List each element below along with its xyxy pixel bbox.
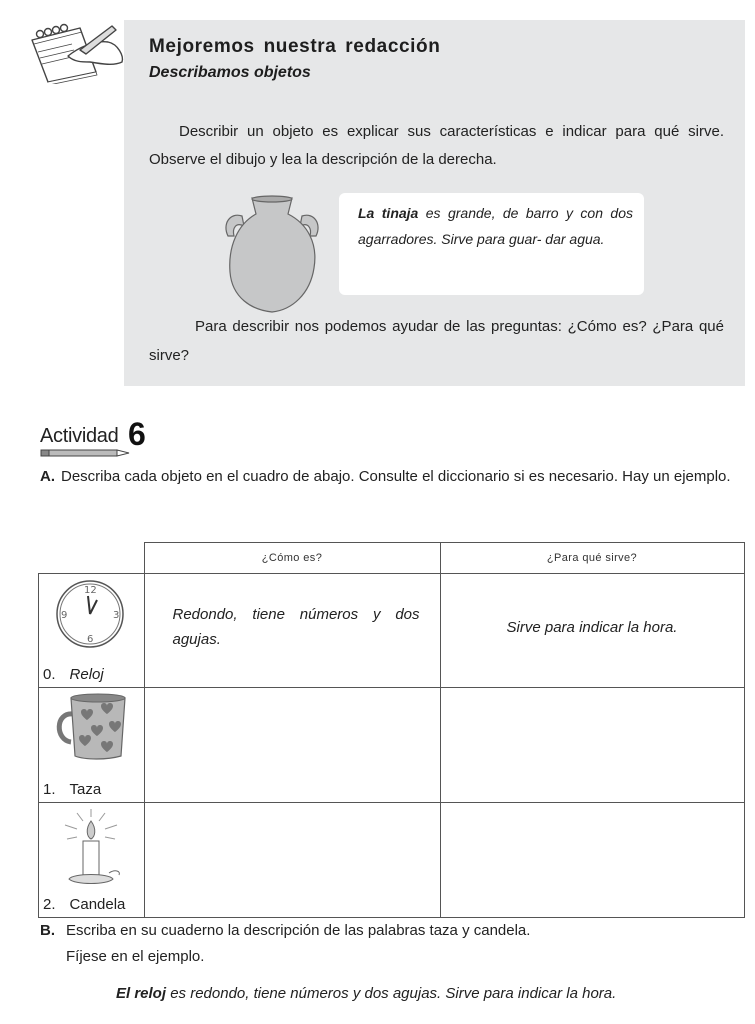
table-header-para: ¿Para qué sirve?	[440, 543, 744, 574]
svg-text:12: 12	[84, 585, 97, 596]
cell-para-candela[interactable]	[440, 803, 744, 918]
table-row	[39, 803, 745, 918]
cell-como-taza[interactable]	[144, 688, 440, 803]
example-subject: El reloj	[116, 985, 167, 1002]
help-paragraph: Para describir nos podemos ayudar de las preguntas: ¿Cómo es? ¿Para qué sirve?	[149, 318, 724, 364]
cell-para-taza[interactable]	[440, 688, 744, 803]
instruction-b-label: B.	[40, 922, 55, 939]
object-name: Taza	[69, 781, 102, 798]
object-label	[43, 781, 101, 798]
description-body: es grande, de barro y con dos agarradores. Sirve para guar- dar agua.	[358, 205, 633, 247]
instruction-b	[40, 918, 530, 970]
description-text	[358, 200, 633, 252]
example-sentence	[116, 985, 616, 1002]
example-body: es redondo, tiene números y dos agujas. Sirve para indicar la hora.	[166, 985, 617, 1002]
cell-como-reloj: Redondo, tiene números y dos agujas.	[144, 574, 440, 688]
description-table	[38, 542, 745, 918]
object-number: 1.	[43, 781, 56, 798]
table-header-como: ¿Cómo es?	[144, 543, 440, 574]
intro-paragraph: Describir un objeto es explicar sus características e indicar para qué sirve. Observe el dibujo y lea la descripción de la derecha.	[149, 123, 724, 168]
mug-icon	[51, 692, 131, 764]
tinaja-vase-icon	[222, 194, 322, 314]
table-row	[39, 688, 745, 803]
object-number: 0.	[43, 666, 56, 683]
activity-heading: Actividad	[40, 425, 119, 447]
svg-text:9: 9	[61, 610, 68, 621]
instruction-a-label: A.	[40, 468, 55, 485]
instruction-b-line2: Fíjese en el ejemplo.	[66, 948, 205, 965]
clock-icon	[51, 578, 129, 650]
section-subtitle: Describamos objetos	[149, 64, 311, 81]
instruction-a-text: Describa cada objeto en el cuadro de abajo. Consulte el diccionario si es necesario. Hay un ejemplo.	[61, 468, 731, 485]
candle-icon	[51, 807, 131, 887]
svg-text:6: 6	[87, 634, 94, 645]
svg-text:3: 3	[113, 610, 120, 621]
instruction-a	[40, 464, 750, 490]
section-title: Mejoremos nuestra redacción	[149, 36, 441, 57]
table-header-row	[39, 543, 745, 574]
object-cell-taza	[39, 688, 145, 803]
notepad-writing-icon	[28, 22, 128, 84]
cell-como-candela[interactable]	[144, 803, 440, 918]
activity-number: 6	[128, 416, 146, 452]
object-label	[43, 666, 104, 683]
description-subject: La tinaja	[358, 205, 419, 221]
pencil-icon	[40, 449, 130, 457]
cell-para-reloj: Sirve para indicar la hora.	[440, 574, 744, 688]
table-header-blank	[39, 543, 145, 574]
object-name: Reloj	[69, 666, 104, 683]
object-number: 2.	[43, 896, 56, 913]
object-label	[43, 896, 125, 913]
instruction-b-line1: Escriba en su cuaderno la descripción de las palabras taza y candela.	[66, 922, 531, 939]
table-row	[39, 574, 745, 688]
object-cell-reloj	[39, 574, 145, 688]
object-name: Candela	[69, 896, 126, 913]
object-cell-candela	[39, 803, 145, 918]
